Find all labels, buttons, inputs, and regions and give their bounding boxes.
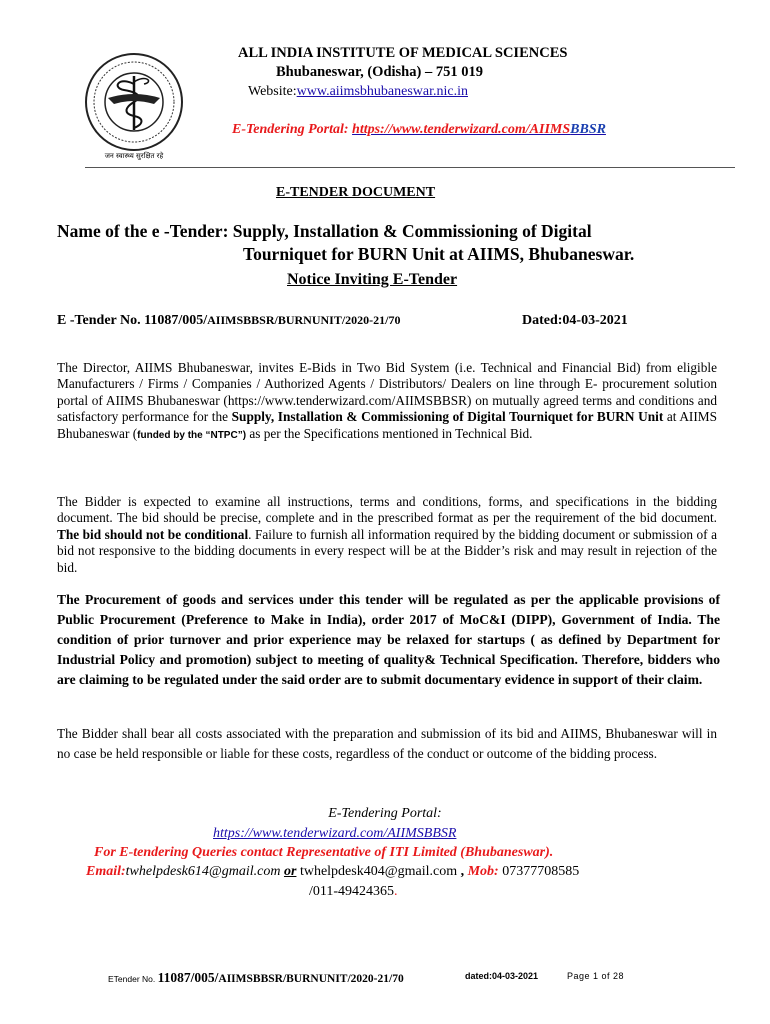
website-link[interactable]: www.aiimsbhubaneswar.nic.in: [296, 84, 468, 99]
procurement-paragraph: The Procurement of goods and services under this tender will be regulated as per the applicable provisions of Public Procurement (Preference to Make in India), order 2017 of MoC&I (DIPP), Government of India. The condition of prior turnover and prior experience may be relaxed for startups ( as defined by Department for Industrial Policy and promotion) subject to meeting of quality& Technical Specification. Therefore, bidders who are claiming to be regulated under the said order are to submit documentary evidence in support of their claim.: [57, 592, 720, 687]
header-divider: [85, 167, 735, 168]
portal-header-line: E-Tendering Portal: https://www.tenderwizard.com/AIIMSBBSR: [232, 122, 606, 137]
tender-name-line1: Name of the e -Tender: Supply, Installation & Commissioning of Digital: [57, 221, 592, 241]
footer-date: dated:04-03-2021: [465, 971, 539, 981]
email-1[interactable]: twhelpdesk614@gmail.com: [125, 864, 284, 879]
tender-name-line2: Tourniquet for BURN Unit at AIIMS, Bhubaneswar.: [243, 244, 635, 264]
instructions-paragraph: The Bidder is expected to examine all instructions, terms and conditions, forms, and specifications in the bidding document. The bid should be precise, complete and in the prescribed format as per the requirement of the bid document. The bid should not be conditional. Failure to furnish all information required by the bidding document or submission of a bid not responsive to the bidding documents in every respect will be at the Bidder’s risk and may result in rejection of the bid.: [57, 494, 717, 575]
institute-name: ALL INDIA INSTITUTE OF MEDICAL SCIENCES: [238, 45, 568, 61]
svg-text:जन स्वास्थ्य सुरक्षित रहे: जन स्वास्थ्य सुरक्षित रहे: [104, 152, 164, 160]
invitation-paragraph: The Director, AIIMS Bhubaneswar, invites E-Bids in Two Bid System (i.e. Technical and Financial Bid) from eligible Manufacturers / Firms / Companies / Authorized Agents / Distributors/ Dealers on line through E- procurement solution portal of AIIMS Bhubaneswar (https://www.tenderwizard.com/AIIMSBBSR) on mutually agreed terms and conditions and satisfactory performance for the Supply, Installation & Commissioning of Digital Tourniquet for BURN Unit at AIIMS Bhubaneswar (funded by the “NTPC”) as per the Specifications mentioned in Technical Bid.: [57, 360, 718, 441]
contact-queries: For E-tendering Queries contact Representative of ITI Limited (Bhubaneswar).: [94, 845, 554, 860]
footer-tender-number: ETender No. 11087/005/AIIMSBBSR/BURNUNIT/2020-21/70: [108, 970, 404, 985]
document-heading: E-TENDER DOCUMENT: [276, 185, 436, 200]
tender-number: E -Tender No. 11087/005/AIIMSBBSR/BURNUNIT/2020-21/70: [57, 313, 401, 328]
mobile-number: 07377708585: [498, 864, 580, 879]
aiims-logo: [78, 50, 190, 162]
contact-portal-link[interactable]: https://www.tenderwizard.com/AIIMSBBSR: [213, 826, 457, 841]
costs-paragraph: The Bidder shall bear all costs associated with the preparation and submission of its bid and AIIMS, Bhubaneswar will in no case be held responsible or liable for these costs, regardless of the conduct or outcome of the bidding process.: [57, 726, 717, 761]
institute-address: Bhubaneswar, (Odisha) – 751 019: [276, 64, 483, 80]
contact-phone-line: /011-49424365.: [309, 884, 398, 899]
portal-header-link[interactable]: https://www.tenderwizard.com/AIIMSBBSR: [352, 122, 606, 137]
website-line: Website:www.aiimsbhubaneswar.nic.in: [248, 84, 468, 99]
notice-title: Notice Inviting E-Tender: [287, 271, 458, 288]
contact-portal-label: E-Tendering Portal:: [328, 806, 442, 821]
contact-email-line: Email:twhelpdesk614@gmail.com or twhelpdesk404@gmail.com , Mob: 07377708585: [86, 864, 580, 879]
email-2[interactable]: twhelpdesk404@gmail.com: [296, 864, 461, 879]
footer-page-number: Page 1 of 28: [567, 971, 625, 981]
tender-date: Dated:04-03-2021: [522, 313, 628, 328]
